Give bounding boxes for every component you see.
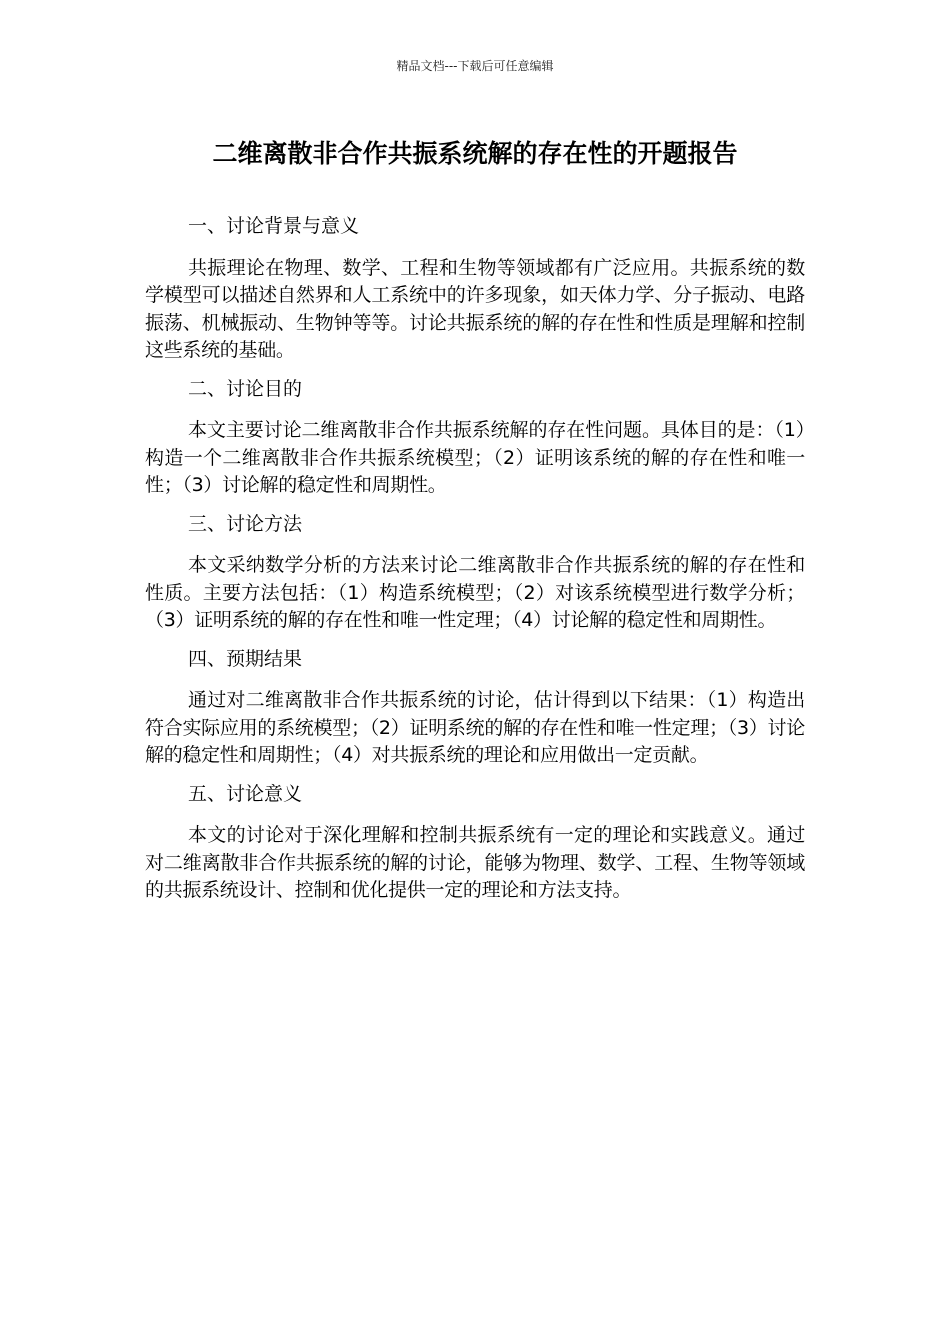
section-paragraph: 本文采纳数学分析的方法来讨论二维离散非合作共振系统的解的存在性和性质。主要方法包括：（1）构造系统模型；（2）对该系统模型进行数学分析；（3）证明系统的解的存在性和唯一性定理；（4）讨论解的稳定性和周期性。 bbox=[145, 554, 805, 631]
section-significance bbox=[145, 781, 805, 905]
page-header-note: 精品文档---下载后可任意编辑 bbox=[396, 59, 554, 73]
section-heading: 三、讨论方法 bbox=[188, 512, 303, 535]
document-body bbox=[145, 213, 805, 916]
document-title: 二维离散非合作共振系统解的存在性的开题报告 bbox=[212, 139, 738, 168]
section-paragraph: 通过对二维离散非合作共振系统的讨论，估计得到以下结果：（1）构造出符合实际应用的系统模型；（2）证明系统的解的存在性和唯一性定理；（3）讨论解的稳定性和周期性；（4）对共振系统的理论和应用做出一定贡献。 bbox=[145, 689, 805, 766]
section-heading: 五、讨论意义 bbox=[188, 782, 303, 805]
section-heading: 二、讨论目的 bbox=[188, 377, 303, 400]
section-paragraph: 共振理论在物理、数学、工程和生物等领域都有广泛应用。共振系统的数学模型可以描述自然界和人工系统中的许多现象，如天体力学、分子振动、电路振荡、机械振动、生物钟等等。讨论共振系统的解的存在性和性质是理解和控制这些系统的基础。 bbox=[145, 256, 805, 361]
section-expected-results bbox=[145, 646, 805, 770]
section-purpose bbox=[145, 376, 805, 500]
section-method bbox=[145, 511, 805, 635]
section-background bbox=[145, 213, 805, 365]
section-heading: 四、预期结果 bbox=[188, 647, 303, 670]
section-paragraph: 本文的讨论对于深化理解和控制共振系统有一定的理论和实践意义。通过对二维离散非合作共振系统的解的讨论，能够为物理、数学、工程、生物等领域的共振系统设计、控制和优化提供一定的理论和方法支持。 bbox=[145, 824, 805, 901]
section-paragraph: 本文主要讨论二维离散非合作共振系统解的存在性问题。具体目的是：（1）构造一个二维离散非合作共振系统模型；（2）证明该系统的解的存在性和唯一性；（3）讨论解的稳定性和周期性。 bbox=[145, 419, 805, 496]
section-heading: 一、讨论背景与意义 bbox=[188, 215, 360, 237]
